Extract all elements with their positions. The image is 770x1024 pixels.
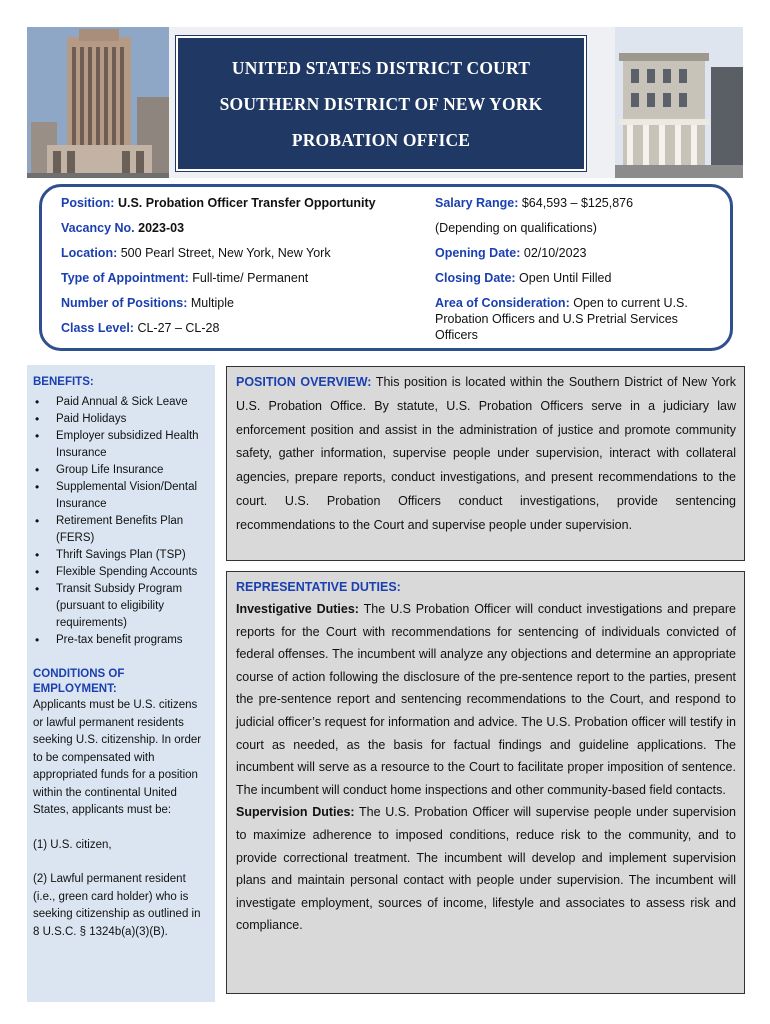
opening-row (435, 245, 586, 261)
office-name: PROBATION OFFICE (291, 129, 471, 150)
list-item: • Employer subsidized Health Insurance (33, 428, 209, 462)
benefits-list (33, 394, 209, 649)
location-label: Location: (61, 246, 118, 260)
supervision-text: The U.S. Probation Officer will supervise people under supervision to maximize adherence to imposed conditions, reduce risk to the community, and to provide correctional treatment. The incumbent will develop and implement supervision plans and maintain personal contact with people under supervision. The incumbent will investigate employment, sources of income, lifestyle and associates to assess risk and compliance. (236, 805, 736, 933)
duties-heading: REPRESENTATIVE DUTIES: (236, 580, 401, 594)
list-item: • Flexible Spending Accounts (33, 564, 209, 581)
courthouse-photo-left (27, 27, 169, 178)
district-name: SOUTHERN DISTRICT OF NEW YORK (219, 93, 543, 114)
position-value: U.S. Probation Officer Transfer Opportunity (117, 196, 376, 210)
benefits-sidebar (27, 365, 215, 1002)
opening-value: 02/10/2023 (523, 246, 587, 260)
supervision-label: Supervision Duties: (236, 805, 355, 820)
benefits-heading: BENEFITS: (33, 376, 94, 388)
class-value: CL-27 – CL-28 (137, 321, 220, 335)
overview-paragraph (236, 371, 736, 538)
closing-row (435, 270, 611, 286)
court-name: UNITED STATES DISTRICT COURT (231, 57, 531, 78)
building-tower-image (27, 27, 169, 178)
location-value: 500 Pearl Street, New York, New York (120, 246, 331, 260)
list-item: • Thrift Savings Plan (TSP) (33, 547, 209, 564)
investigative-paragraph (236, 598, 736, 801)
title-box (176, 36, 586, 171)
overview-label: POSITION OVERVIEW: (236, 375, 372, 389)
vacancy-row (61, 220, 184, 236)
positions-label: Number of Positions: (61, 296, 188, 310)
supervision-paragraph (236, 801, 736, 937)
class-row (61, 320, 219, 336)
condition-item-2: (2) Lawful permanent resident (i.e., green card holder) who is seeking citizenship as outlined in 8 U.S.C. § 1324b(a)(3)(B). (33, 873, 201, 938)
area-value: Open to current U.S. Probation Officers and U.S Pretrial Services Officers (435, 296, 688, 342)
condition-item-1: (1) U.S. citizen, (33, 838, 112, 851)
conditions-heading: CONDITIONS OF EMPLOYMENT: (33, 668, 125, 695)
vacancy-label: Vacancy No. (61, 221, 135, 235)
positions-row (61, 295, 234, 311)
appointment-row (61, 270, 308, 286)
conditions-intro: Applicants must be U.S. citizens or lawful permanent residents seeking U.S. citizenship. In order to be compensated with appropriated funds for a position within the continental United States, applicants must be: (33, 699, 202, 816)
courthouse-photo-right (615, 27, 743, 178)
salary-value: $64,593 – $125,876 (521, 196, 634, 210)
salary-row (435, 195, 633, 211)
overview-text: This position is located within the Southern District of New York U.S. Probation Office. By statute, U.S. Probation Officers serve in a judiciary law enforcement position and assist in the administration of justice and promote community safety, gather information, supervise people under supervision, interact with collateral agencies, prepare reports, conduct investigations, and present recommendations to the court. U.S. Probation Officers conduct investigations, provide sentencing recommendations to the Court and supervise people under supervision. (236, 375, 737, 532)
salary-note: (Depending on qualifications) (435, 221, 597, 235)
investigative-text: The U.S Probation Officer will conduct investigations and prepare reports for the Court with recommendations for sentencing of individuals convicted of federal offenses. The incumbent will analyze any objections and determine an appropriate course of action following the disclosure of the pre-sentence report to the parties, present the pre-sentence report and sentencing recommendations to the Court, and respond to judicial officer’s request for information and advice. The U.S. Probation officer will testify in court as needed, as the basis for factual findings and guideline applications. The incumbent will serve as a resource to the Court to facilitate proper imposition of sentence. The incumbent will conduct home inspections and other community-based field contacts. (236, 602, 737, 797)
position-overview-box (226, 366, 745, 561)
list-item: • Paid Holidays (33, 411, 209, 428)
area-label: Area of Consideration: (435, 296, 570, 310)
list-item: • Group Life Insurance (33, 462, 209, 479)
closing-value: Open Until Filled (519, 271, 612, 285)
appointment-label: Type of Appointment: (61, 271, 189, 285)
positions-value: Multiple (190, 296, 234, 310)
list-item: • Retirement Benefits Plan (FERS) (33, 513, 209, 547)
list-item: • Paid Annual & Sick Leave (33, 394, 209, 411)
list-item: • Pre-tax benefit programs (33, 632, 209, 649)
appointment-value: Full-time/ Permanent (192, 271, 309, 285)
investigative-label: Investigative Duties: (236, 602, 359, 616)
vacancy-info-box (39, 184, 733, 351)
list-item: • Transit Subsidy Program (pursuant to eligibility requirements) (33, 581, 209, 632)
position-label: Position: (61, 196, 115, 210)
area-row (435, 295, 720, 343)
position-row (61, 195, 376, 211)
closing-label: Closing Date: (435, 271, 516, 285)
list-item: • Supplemental Vision/Dental Insurance (33, 479, 209, 513)
class-label: Class Level: (61, 321, 134, 335)
opening-label: Opening Date: (435, 246, 521, 260)
representative-duties-box (226, 571, 745, 994)
salary-label: Salary Range: (435, 196, 519, 210)
vacancy-value: 2023-03 (138, 221, 185, 235)
header-banner (27, 27, 743, 178)
location-row (61, 245, 331, 261)
building-classical-image (615, 27, 743, 178)
